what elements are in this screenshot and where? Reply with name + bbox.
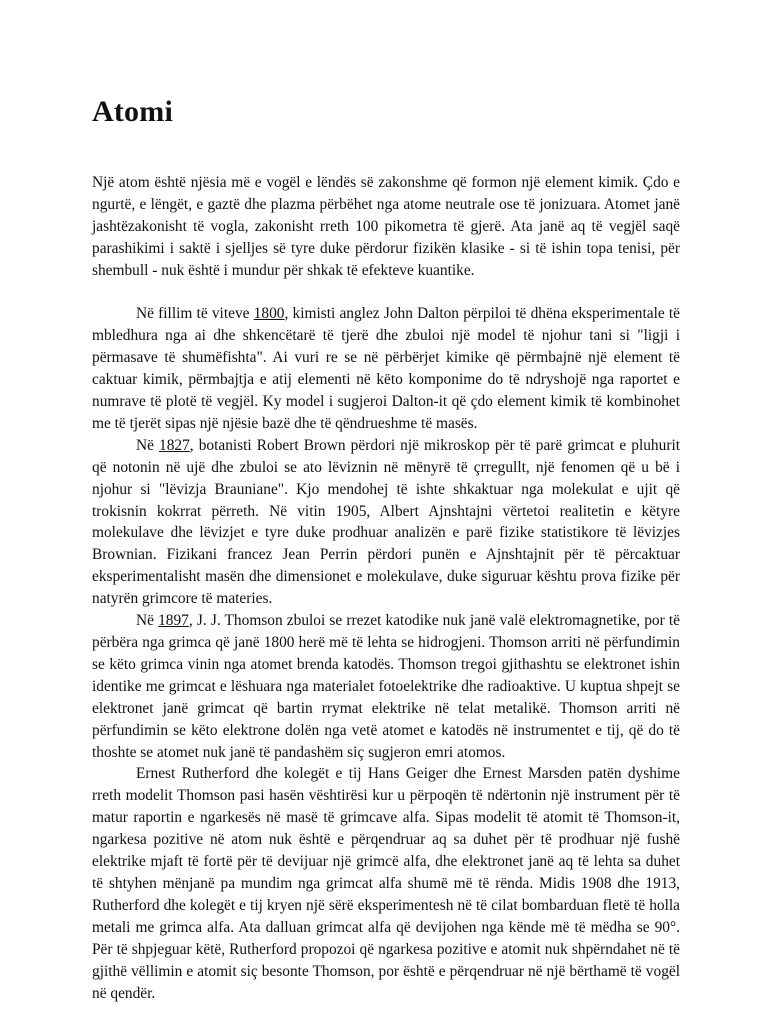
document-title: Atomi [92,95,173,128]
thomson-paragraph-rest: , J. J. Thomson zbuloi se rrezet katodike nuk janë valë elektromagnetike, por të përbëra nga grimca që janë 1800 herë më të lehta se hidrogjeni. Thomson arriti në përfundimin se këto grimca vinin nga atomet brenda katodës. Thomson tregoi gjithashtu se elektronet ishin identike me grimcat e lëshuara nga materialet fotoelektrike dhe radioaktive. U kuptua shpejt se elektronet janë grimcat që bartin rrymat elektrike në telat metalikë. Thomson arriti në përfundimin se këto elektrone dolën nga vetë atomet e katodës në instrumentet e tij, që do të thoshte se atomet nuk janë të pandashëm siç sugjeron emri atomos. [92,612,681,761]
brown-paragraph-rest: , botanisti Robert Brown përdori një mikroskop për të parë grimcat e pluhurit që notonin në ujë dhe zbuloi se ato lëviznin në mënyrë të çrregullt, një fenomen që u bë i njohur si "lëvizja Brauniane". Kjo mendohej të ishte shkaktuar nga molekulat e ujit që trokisnin kokrrat përreth. Në vitin 1905, Albert Ajnshtajni vërtetoi realitetin e këtyre molekulave dhe lëvizjet e tyre duke prodhuar analizën e parë fizike statistikore të lëvizjes Brownian. Fizikani francez Jean Perrin përdori punën e Ajnshtajnit për të përcaktuar eksperimentalisht masën dhe dimensionet e molekulave, duke siguruar kështu prova fizike për natyrën grimcore të materies. [92,436,681,608]
document-body [92,172,680,1004]
year-1800-link[interactable]: 1800 [253,305,285,323]
brown-paragraph-start: Në [136,436,160,454]
dalton-paragraph-rest: , kimisti anglez John Dalton përpiloi të dhëna eksperimentale të mbledhura nga ai dhe shkencëtarë të tjerë dhe zbuloi një model të njohur tani si "ligji i përmasave të shumëfishta". Ai vuri re se në përbërjet kimike që përmbajnë një element të caktuar kimik, përmbajtja e atij elementi në këto komponime do të ndryshojë nga raportet e numrave të plotë të vegjël. Ky model i sugjeroi Dalton-it që çdo element kimik të kombinohet me të tjerët sipas një njësie bazë dhe të qëndrueshme të masës. [92,305,680,432]
intro-paragraph: Një atom është njësia më e vogël e lëndës së zakonshme që formon një element kimik. Çdo e ngurtë, e lëngët, e gaztë dhe plazma përbëhet nga atome neutrale ose të jonizuara. Atomet janë jashtëzakonisht të vogla, zakonisht rreth 100 pikometra të gjerë. Ata janë aq të vegjël saqë parashikimi i saktë i sjelljes së tyre duke përdorur fizikën klasike - si të ishin topa tenisi, për shembull - nuk është i mundur për shkak të efekteve kuantike. [92,174,680,279]
thomson-paragraph-start: Në [136,612,159,630]
thomson-paragraph [92,610,680,763]
year-1827-link[interactable]: 1827 [159,436,190,454]
dalton-paragraph [92,303,680,434]
brown-paragraph [92,435,680,610]
dalton-paragraph-start: Në fillim të viteve [136,305,254,323]
year-1897-link[interactable]: 1897 [158,612,189,630]
rutherford-paragraph: Ernest Rutherford dhe kolegët e tij Hans Geiger dhe Ernest Marsden patën dyshime rreth modelit Thomson pasi hasën vështirësi kur u përpoqën të ndërtonin një instrument për të matur raportin e ngarkesës në masë të grimcave alfa. Sipas modelit të atomit të Thomson-it, ngarkesa pozitive në atom nuk është e përqendruar aq sa duhet për të prodhuar një fushë elektrike mjaft të fortë për të devijuar një grimcë alfa, dhe elektronet janë aq të lehta sa duhet të shtyhen mënjanë pa mundim nga grimcat alfa shumë më të rënda. Midis 1908 dhe 1913, Rutherford dhe kolegët e tij kryen një sërë eksperimentesh në të cilat bombarduan fletë të holla metali me grimca alfa. Ata dalluan grimcat alfa që devijohen nga kënde më të mëdha se 90°. Për të shpjeguar këtë, Rutherford propozoi që ngarkesa pozitive e atomit nuk shpërndahet në të gjithë vëllimin e atomit siç besonte Thomson, por është e përqendruar në një bërthamë të vogël në qendër. [92,765,680,1002]
